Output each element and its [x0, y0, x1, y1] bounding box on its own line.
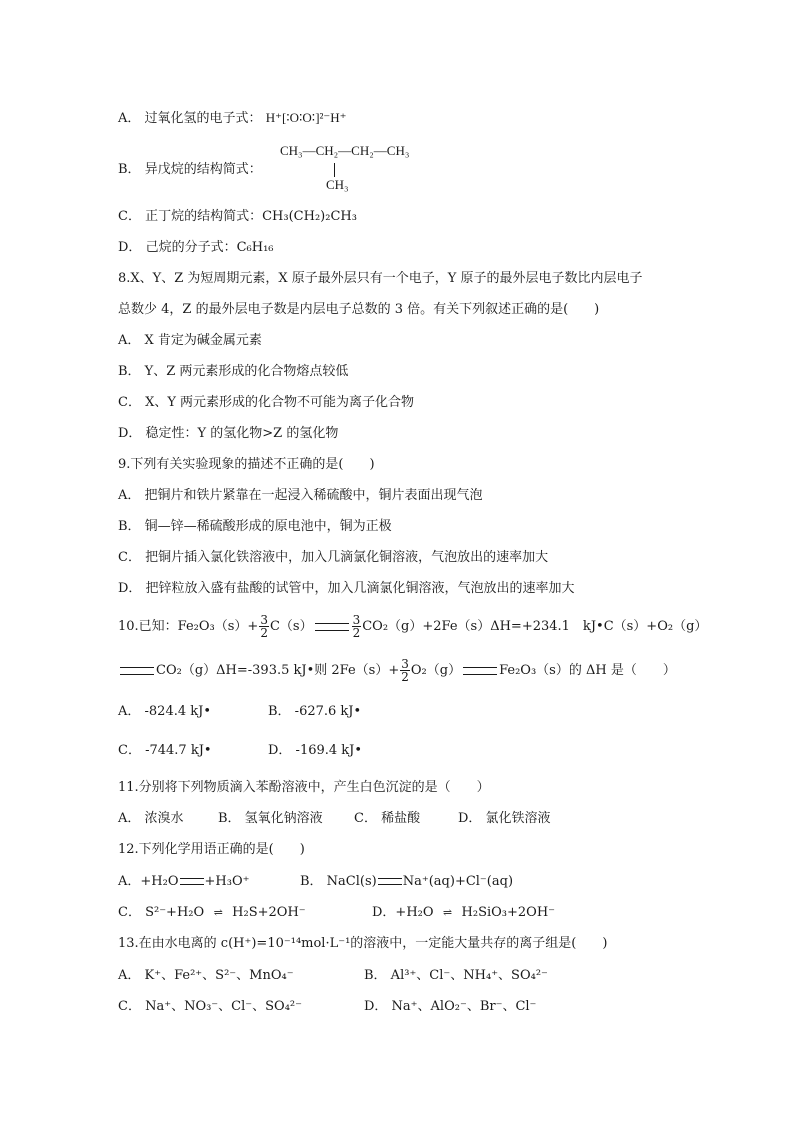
q10-line1	[118, 614, 707, 639]
q13-options-row2	[118, 997, 536, 1017]
q12-option-d-left: D．+H₂O	[372, 905, 434, 920]
q8-option-c: C． X、Y 两元素形成的化合物不可能为离子化合物	[118, 395, 415, 410]
structure-branch: CH₃	[326, 177, 349, 192]
q7-option-a	[118, 108, 347, 129]
q10-options-row1	[118, 702, 361, 722]
q11-options	[118, 809, 551, 829]
fraction-3-2	[352, 614, 362, 639]
isopentane-structure	[280, 143, 480, 197]
q12-option-b	[300, 874, 513, 889]
q11-option-c: C． 稀盐酸	[354, 811, 421, 826]
q11-stem: 11.分别将下列物质滴入苯酚溶液中，产生白色沉淀的是（ ）	[118, 780, 490, 795]
equals-sign-icon	[315, 623, 349, 631]
reversible-arrow-icon: ⇌	[442, 905, 453, 919]
q12-option-a-right: +H₃O⁺	[204, 874, 250, 889]
q8-stem-line2: 总数少 4，Z 的最外层电子数是内层电子总数的 3 倍。有关下列叙述正确的是( )	[118, 302, 600, 317]
q10-option-b: B． -627.6 kJ•	[268, 704, 362, 719]
equals-sign-icon	[378, 878, 402, 885]
q9-option-b: B． 铜—锌—稀硫酸形成的原电池中，铜为正极	[118, 519, 392, 534]
q8-option-d: D． 稳定性：Y 的氢化物>Z 的氢化物	[118, 426, 339, 441]
q12-options-row1	[118, 872, 513, 892]
q7-option-d	[118, 238, 274, 258]
fraction-numerator: 3	[352, 613, 361, 627]
q9-option-a: A． 把铜片和铁片紧靠在一起浸入稀硫酸中，铜片表面出现气泡	[118, 488, 483, 503]
structure-branch-bond	[334, 163, 335, 177]
q13-option-c: C． Na⁺、NO₃⁻、Cl⁻、SO₄²⁻	[118, 999, 302, 1014]
q7-option-d-label: D．	[118, 240, 142, 255]
fraction-denominator: 2	[401, 670, 409, 684]
q10-options-row2	[118, 741, 362, 761]
fraction-denominator: 2	[260, 626, 268, 640]
q7-option-c-label: C．	[118, 209, 141, 224]
q7-option-a-label: A．	[118, 111, 141, 126]
q13-option-d: D． Na⁺、AlO₂⁻、Br⁻、Cl⁻	[364, 999, 537, 1014]
q9-stem: 9.下列有关实验现象的描述不正确的是( )	[118, 457, 375, 472]
q8-option-a: A． X 肯定为碱金属元素	[118, 333, 262, 348]
equals-sign-icon	[463, 667, 497, 675]
q7-option-b-text: 异戊烷的结构简式：	[144, 162, 262, 177]
fraction-numerator: 3	[401, 657, 409, 671]
q10-option-c: C． -744.7 kJ•	[118, 743, 212, 758]
q13-stem: 13.在由水电离的 c(H⁺)=10⁻¹⁴mol·L⁻¹的溶液中，一定能大量共存的离子组是( )	[118, 936, 608, 951]
q7-option-d-text: 己烷的分子式：C₆H₁₆	[145, 240, 274, 255]
q8-option-b: B． Y、Z 两元素形成的化合物熔点较低	[118, 364, 349, 379]
q7-option-a-formula: H⁺[∶O∶O∶]²⁻H⁺	[265, 110, 347, 125]
q7-option-b	[118, 160, 262, 180]
fraction-denominator: 2	[352, 626, 361, 640]
q12-option-a-left: A．+H₂O	[118, 874, 179, 889]
q12-option-c-right: H₂S+2OH⁻	[232, 905, 306, 920]
q12-option-d-right: H₂SiO₃+2OH⁻	[461, 905, 556, 920]
q12-option-d	[372, 905, 555, 920]
fraction-numerator: 3	[260, 613, 268, 627]
q7-option-b-label: B．	[118, 162, 141, 177]
equals-sign-icon	[120, 667, 154, 675]
q12-option-a	[118, 872, 300, 892]
q11-option-b: B． 氢氧化钠溶液	[218, 811, 323, 826]
q10-line1-start: 10.已知：Fe₂O₃（s）+	[118, 619, 259, 634]
q12-stem: 12.下列化学用语正确的是( )	[118, 842, 305, 857]
q12-option-c	[118, 903, 372, 923]
reversible-arrow-icon: ⇌	[213, 905, 223, 919]
q10-line2	[118, 658, 676, 683]
q13-options-row1	[118, 966, 548, 986]
q12-option-c-left: C． S²⁻+H₂O	[118, 905, 205, 920]
structure-main-chain: CH₃—CH₂—CH₂—CH₃	[280, 143, 410, 158]
q10-line1-carbon: C（s）	[269, 619, 313, 634]
q7-option-c-text: 正丁烷的结构简式：CH₃(CH₂)₂CH₃	[145, 209, 357, 224]
q13-option-b: B． Al³⁺、Cl⁻、NH₄⁺、SO₄²⁻	[364, 968, 548, 983]
q12-options-row2	[118, 903, 555, 923]
q8-stem-line1: 8.X、Y、Z 为短周期元素，X 原子最外层只有一个电子，Y 原子的最外层电子数比内层电子	[118, 271, 643, 286]
q11-option-a: A． 浓溴水	[118, 811, 184, 826]
fraction-3-2	[400, 658, 410, 683]
q7-option-c	[118, 207, 357, 227]
q10-line2-oxygen: O₂（g）	[410, 663, 462, 678]
q10-option-d: D． -169.4 kJ•	[268, 743, 363, 758]
q7-option-a-text: 过氧化氢的电子式：	[144, 111, 262, 126]
q10-line2-start: CO₂（g）ΔH=-393.5 kJ•则 2Fe（s）+	[156, 663, 400, 678]
q11-option-d: D． 氯化铁溶液	[458, 811, 551, 826]
equals-sign-icon	[180, 878, 204, 885]
q12-option-b-right: Na⁺(aq)+Cl⁻(aq)	[402, 874, 514, 889]
q10-option-a: A． -824.4 kJ•	[118, 704, 212, 719]
q13-option-a: A． K⁺、Fe²⁺、S²⁻、MnO₄⁻	[118, 968, 294, 983]
q12-option-b-left: B． NaCl(s)	[300, 874, 377, 889]
q9-option-d: D． 把锌粒放入盛有盐酸的试管中，加入几滴氯化铜溶液，气泡放出的速率加大	[118, 581, 575, 596]
q10-line1-end: CO₂（g）+2Fe（s）ΔH=+234.1 kJ•C（s）+O₂（g）	[362, 619, 708, 634]
fraction-3-2	[259, 614, 269, 639]
q9-option-c: C． 把铜片插入氯化铁溶液中，加入几滴氯化铜溶液，气泡放出的速率加大	[118, 550, 549, 565]
q10-line2-end: Fe₂O₃（s）的 ΔH 是（ ）	[499, 663, 676, 678]
